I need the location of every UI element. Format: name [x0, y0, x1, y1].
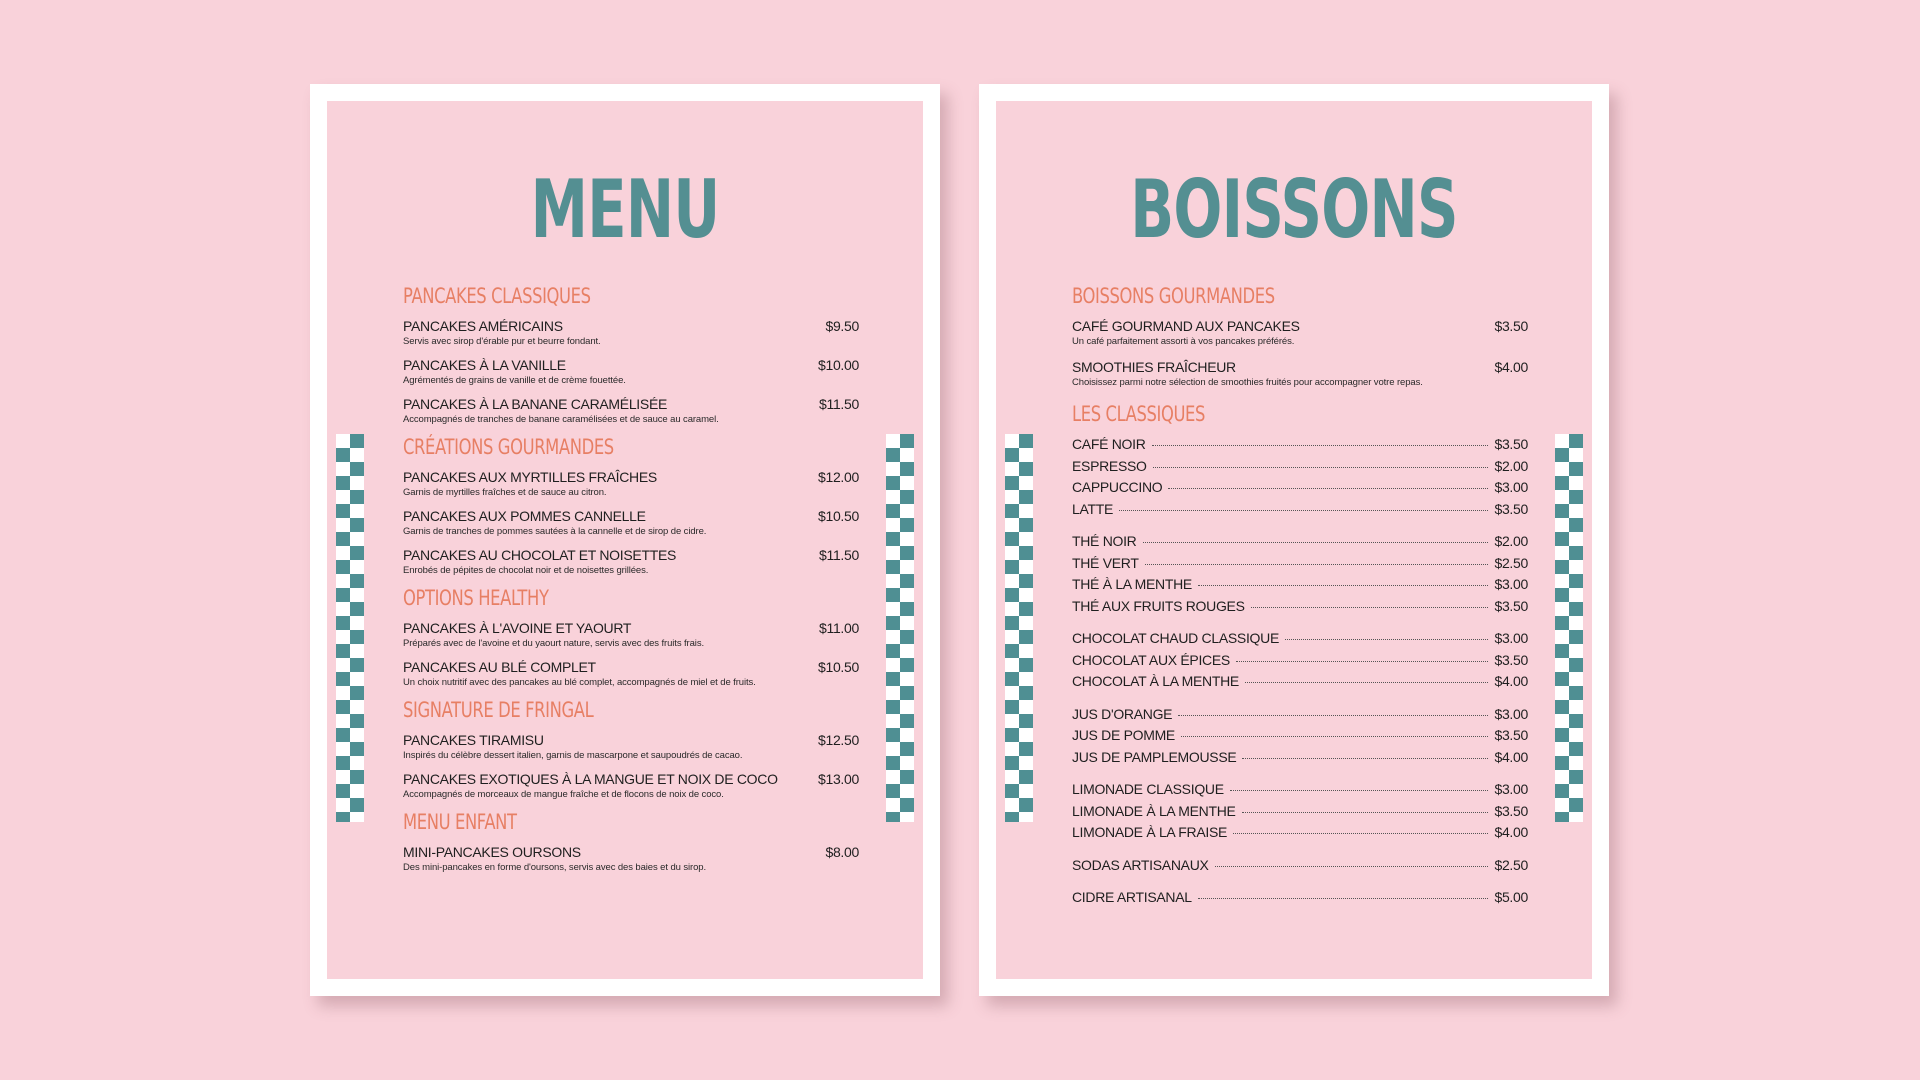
item-price: $10.50 — [817, 508, 859, 524]
drink-row — [1072, 436, 1528, 458]
menu-section — [403, 435, 859, 576]
item-name: PANCAKES AU BLÉ COMPLET — [403, 659, 596, 675]
drink-row — [1072, 857, 1528, 879]
section-title: MENU ENFANT — [403, 810, 517, 834]
drink-price: $3.00 — [1494, 630, 1528, 646]
menu-item-line — [403, 318, 859, 334]
menu-item — [403, 508, 859, 537]
drink-name: THÉ AUX FRUITS ROUGES — [1072, 597, 1245, 614]
group-spacer — [1072, 878, 1528, 889]
drink-row — [1072, 781, 1528, 803]
drink-name: LIMONADE À LA FRAISE — [1072, 824, 1228, 840]
drink-name: CHOCOLAT AUX ÉPICES — [1072, 651, 1230, 668]
drink-price: $3.00 — [1494, 705, 1528, 722]
item-description: Des mini-pancakes en forme d'oursons, servis avec des baies et du sirop. — [403, 862, 706, 873]
menu-item — [403, 771, 859, 800]
item-price: $9.50 — [825, 318, 859, 334]
drink-name: JUS DE POMME — [1072, 727, 1175, 743]
menu-item — [403, 659, 859, 688]
drink-row — [1072, 630, 1528, 652]
drink-name: JUS DE PAMPLEMOUSSE — [1072, 748, 1237, 765]
section-title: PANCAKES CLASSIQUES — [403, 284, 591, 308]
drink-row — [1072, 749, 1528, 771]
drink-name: JUS D'ORANGE — [1072, 705, 1173, 722]
drink-row — [1072, 555, 1528, 577]
drink-price: $3.00 — [1494, 781, 1528, 797]
drink-name: CHOCOLAT CHAUD CLASSIQUE — [1072, 630, 1279, 646]
item-description: Accompagnés de morceaux de mangue fraîche et de flocons de noix de coco. — [403, 789, 724, 800]
dotted-leader — [1236, 661, 1489, 662]
drink-name: CAFÉ NOIR — [1072, 436, 1146, 452]
drink-row — [1072, 706, 1528, 728]
item-description: Un café parfaitement assorti à vos pancakes préférés. — [1072, 336, 1295, 347]
item-name: MINI-PANCAKES OURSONS — [403, 844, 581, 860]
dotted-leader — [1143, 542, 1489, 543]
dotted-leader — [1152, 445, 1489, 446]
section-title: BOISSONS GOURMANDES — [1072, 284, 1275, 308]
item-name: PANCAKES AMÉRICAINS — [403, 318, 563, 334]
dotted-leader — [1119, 510, 1488, 511]
drink-row — [1072, 479, 1528, 501]
group-spacer — [1072, 619, 1528, 630]
item-name: PANCAKES AUX MYRTILLES FRAÎCHES — [403, 469, 657, 485]
group-spacer — [1072, 522, 1528, 533]
menu-item — [403, 844, 859, 873]
item-price: $10.00 — [817, 357, 859, 373]
menu-item — [403, 547, 859, 576]
item-price: $11.50 — [819, 547, 859, 563]
menu-item — [403, 469, 859, 498]
boissons-page — [979, 84, 1609, 996]
menu-item-line — [403, 396, 859, 412]
item-price: $11.50 — [819, 396, 859, 412]
item-name: PANCAKES TIRAMISU — [403, 732, 544, 748]
drink-price: $4.00 — [1494, 824, 1528, 840]
drink-price: $2.00 — [1494, 533, 1528, 549]
drink-name: LIMONADE À LA MENTHE — [1072, 802, 1236, 819]
menu-item-line — [403, 659, 859, 675]
boissons-page-inner — [996, 101, 1592, 979]
menu-content — [403, 284, 859, 883]
menu-item-line — [1072, 318, 1528, 334]
menu-item-line — [403, 469, 859, 485]
dotted-leader — [1198, 585, 1488, 586]
menu-item — [1072, 318, 1528, 347]
drink-row — [1072, 824, 1528, 846]
menu-item — [1072, 359, 1528, 388]
gourmandes-list — [1072, 318, 1528, 388]
item-name: PANCAKES À L'AVOINE ET YAOURT — [403, 620, 632, 636]
item-description: Servis avec sirop d'érable pur et beurre fondant. — [403, 336, 601, 347]
item-name: SMOOTHIES FRAÎCHEUR — [1072, 359, 1236, 375]
dotted-leader — [1178, 715, 1488, 716]
menu-item-line — [403, 771, 859, 787]
drink-price: $4.00 — [1494, 748, 1528, 765]
item-description: Enrobés de pépites de chocolat noir et de noisettes grillées. — [403, 565, 649, 576]
drink-row — [1072, 727, 1528, 749]
drink-price: $2.00 — [1494, 457, 1528, 474]
menu-item-line — [403, 844, 859, 860]
menu-item-line — [403, 508, 859, 524]
dotted-leader — [1198, 898, 1489, 899]
drink-price: $3.50 — [1494, 436, 1528, 452]
item-description: Accompagnés de tranches de banane caramélisées et de sauce au caramel. — [403, 414, 719, 425]
drink-price: $5.00 — [1494, 889, 1528, 905]
drink-name: THÉ VERT — [1072, 554, 1139, 571]
item-price: $13.00 — [817, 771, 859, 787]
drink-row — [1072, 889, 1528, 911]
drink-name: SODAS ARTISANAUX — [1072, 856, 1209, 873]
drink-price: $3.50 — [1494, 727, 1528, 743]
checker-border-left — [336, 434, 364, 822]
menu-section — [403, 810, 859, 873]
item-price: $4.00 — [1494, 359, 1528, 375]
drink-name: CIDRE ARTISANAL — [1072, 889, 1192, 905]
dotted-leader — [1168, 488, 1488, 489]
drink-row — [1072, 652, 1528, 674]
item-price: $12.00 — [817, 469, 859, 485]
drink-price: $3.50 — [1494, 651, 1528, 668]
drink-price: $3.00 — [1494, 576, 1528, 592]
checker-border-right — [886, 434, 914, 822]
boissons-content — [1072, 284, 1528, 911]
item-description: Inspirés du célèbre dessert italien, garnis de mascarpone et saupoudrés de cacao. — [403, 750, 743, 761]
item-name: PANCAKES EXOTIQUES À LA MANGUE ET NOIX DE COCO — [403, 771, 778, 787]
item-description: Préparés avec de l'avoine et du yaourt nature, servis avec des fruits frais. — [403, 638, 705, 649]
dotted-leader — [1153, 467, 1489, 468]
dotted-leader — [1245, 682, 1488, 683]
drink-price: $3.50 — [1494, 802, 1528, 819]
menu-item — [403, 396, 859, 425]
dotted-leader — [1181, 736, 1488, 737]
dotted-leader — [1285, 639, 1488, 640]
drink-price: $3.00 — [1494, 479, 1528, 495]
section-title: SIGNATURE DE FRINGAL — [403, 698, 594, 722]
menu-section — [403, 586, 859, 688]
drink-row — [1072, 501, 1528, 523]
drink-name: THÉ À LA MENTHE — [1072, 576, 1192, 592]
drink-name: LIMONADE CLASSIQUE — [1072, 781, 1224, 797]
drink-price: $2.50 — [1494, 856, 1528, 873]
dotted-leader — [1145, 564, 1489, 565]
item-price: $12.50 — [817, 732, 859, 748]
item-price: $8.00 — [825, 844, 859, 860]
menu-section — [403, 698, 859, 800]
dotted-leader — [1215, 866, 1489, 867]
menu-title: MENU — [530, 163, 720, 256]
menu-item — [403, 318, 859, 347]
item-name: PANCAKES AU CHOCOLAT ET NOISETTES — [403, 547, 677, 563]
menu-section — [403, 284, 859, 425]
drink-price: $2.50 — [1494, 554, 1528, 571]
dotted-leader — [1242, 812, 1489, 813]
dotted-leader — [1230, 790, 1489, 791]
item-description: Garnis de tranches de pommes sautées à la cannelle et de sirop de cidre. — [403, 526, 707, 537]
menu-item-line — [403, 732, 859, 748]
drink-row — [1072, 533, 1528, 555]
item-price: $10.50 — [817, 659, 859, 675]
menu-item — [403, 357, 859, 386]
menu-page-inner — [327, 101, 923, 979]
section-title: CRÉATIONS GOURMANDES — [403, 435, 614, 459]
section-title: OPTIONS HEALTHY — [403, 586, 549, 610]
drink-row — [1072, 576, 1528, 598]
dotted-leader — [1251, 607, 1489, 608]
drink-name: ESPRESSO — [1072, 457, 1147, 474]
classiques-list — [1072, 436, 1528, 911]
drink-row — [1072, 458, 1528, 480]
drink-name: CHOCOLAT À LA MENTHE — [1072, 673, 1239, 689]
item-description: Agrémentés de grains de vanille et de crème fouettée. — [403, 375, 626, 386]
drink-name: LATTE — [1072, 500, 1114, 517]
drink-price: $3.50 — [1494, 597, 1528, 614]
menu-item-line — [403, 357, 859, 373]
dotted-leader — [1242, 758, 1488, 759]
item-name: CAFÉ GOURMAND AUX PANCAKES — [1072, 318, 1300, 334]
item-description: Garnis de myrtilles fraîches et de sauce au citron. — [403, 487, 607, 498]
menu-item — [403, 620, 859, 649]
drink-name: THÉ NOIR — [1072, 533, 1137, 549]
group-spacer — [1072, 846, 1528, 857]
drink-name: CAPPUCCINO — [1072, 479, 1163, 495]
item-name: PANCAKES À LA VANILLE — [403, 357, 566, 373]
drink-price: $4.00 — [1494, 673, 1528, 689]
item-description: Un choix nutritif avec des pancakes au blé complet, accompagnés de miel et de fruits. — [403, 677, 756, 688]
drink-price: $3.50 — [1494, 500, 1528, 517]
item-price: $11.00 — [819, 620, 859, 636]
checker-border-left — [1005, 434, 1033, 822]
menu-item-line — [403, 547, 859, 563]
drink-row — [1072, 803, 1528, 825]
item-price: $3.50 — [1494, 318, 1528, 334]
menu-item-line — [403, 620, 859, 636]
item-name: PANCAKES À LA BANANE CARAMÉLISÉE — [403, 396, 668, 412]
menu-item-line — [1072, 359, 1528, 375]
group-spacer — [1072, 770, 1528, 781]
checker-border-right — [1555, 434, 1583, 822]
menu-page — [310, 84, 940, 996]
section-title: LES CLASSIQUES — [1072, 402, 1206, 426]
dotted-leader — [1233, 833, 1488, 834]
item-description: Choisissez parmi notre sélection de smoothies fruités pour accompagner votre repas. — [1072, 377, 1423, 388]
item-name: PANCAKES AUX POMMES CANNELLE — [403, 508, 646, 524]
drink-row — [1072, 673, 1528, 695]
boissons-title: BOISSONS — [1130, 163, 1458, 256]
menu-item — [403, 732, 859, 761]
group-spacer — [1072, 695, 1528, 706]
drink-row — [1072, 598, 1528, 620]
